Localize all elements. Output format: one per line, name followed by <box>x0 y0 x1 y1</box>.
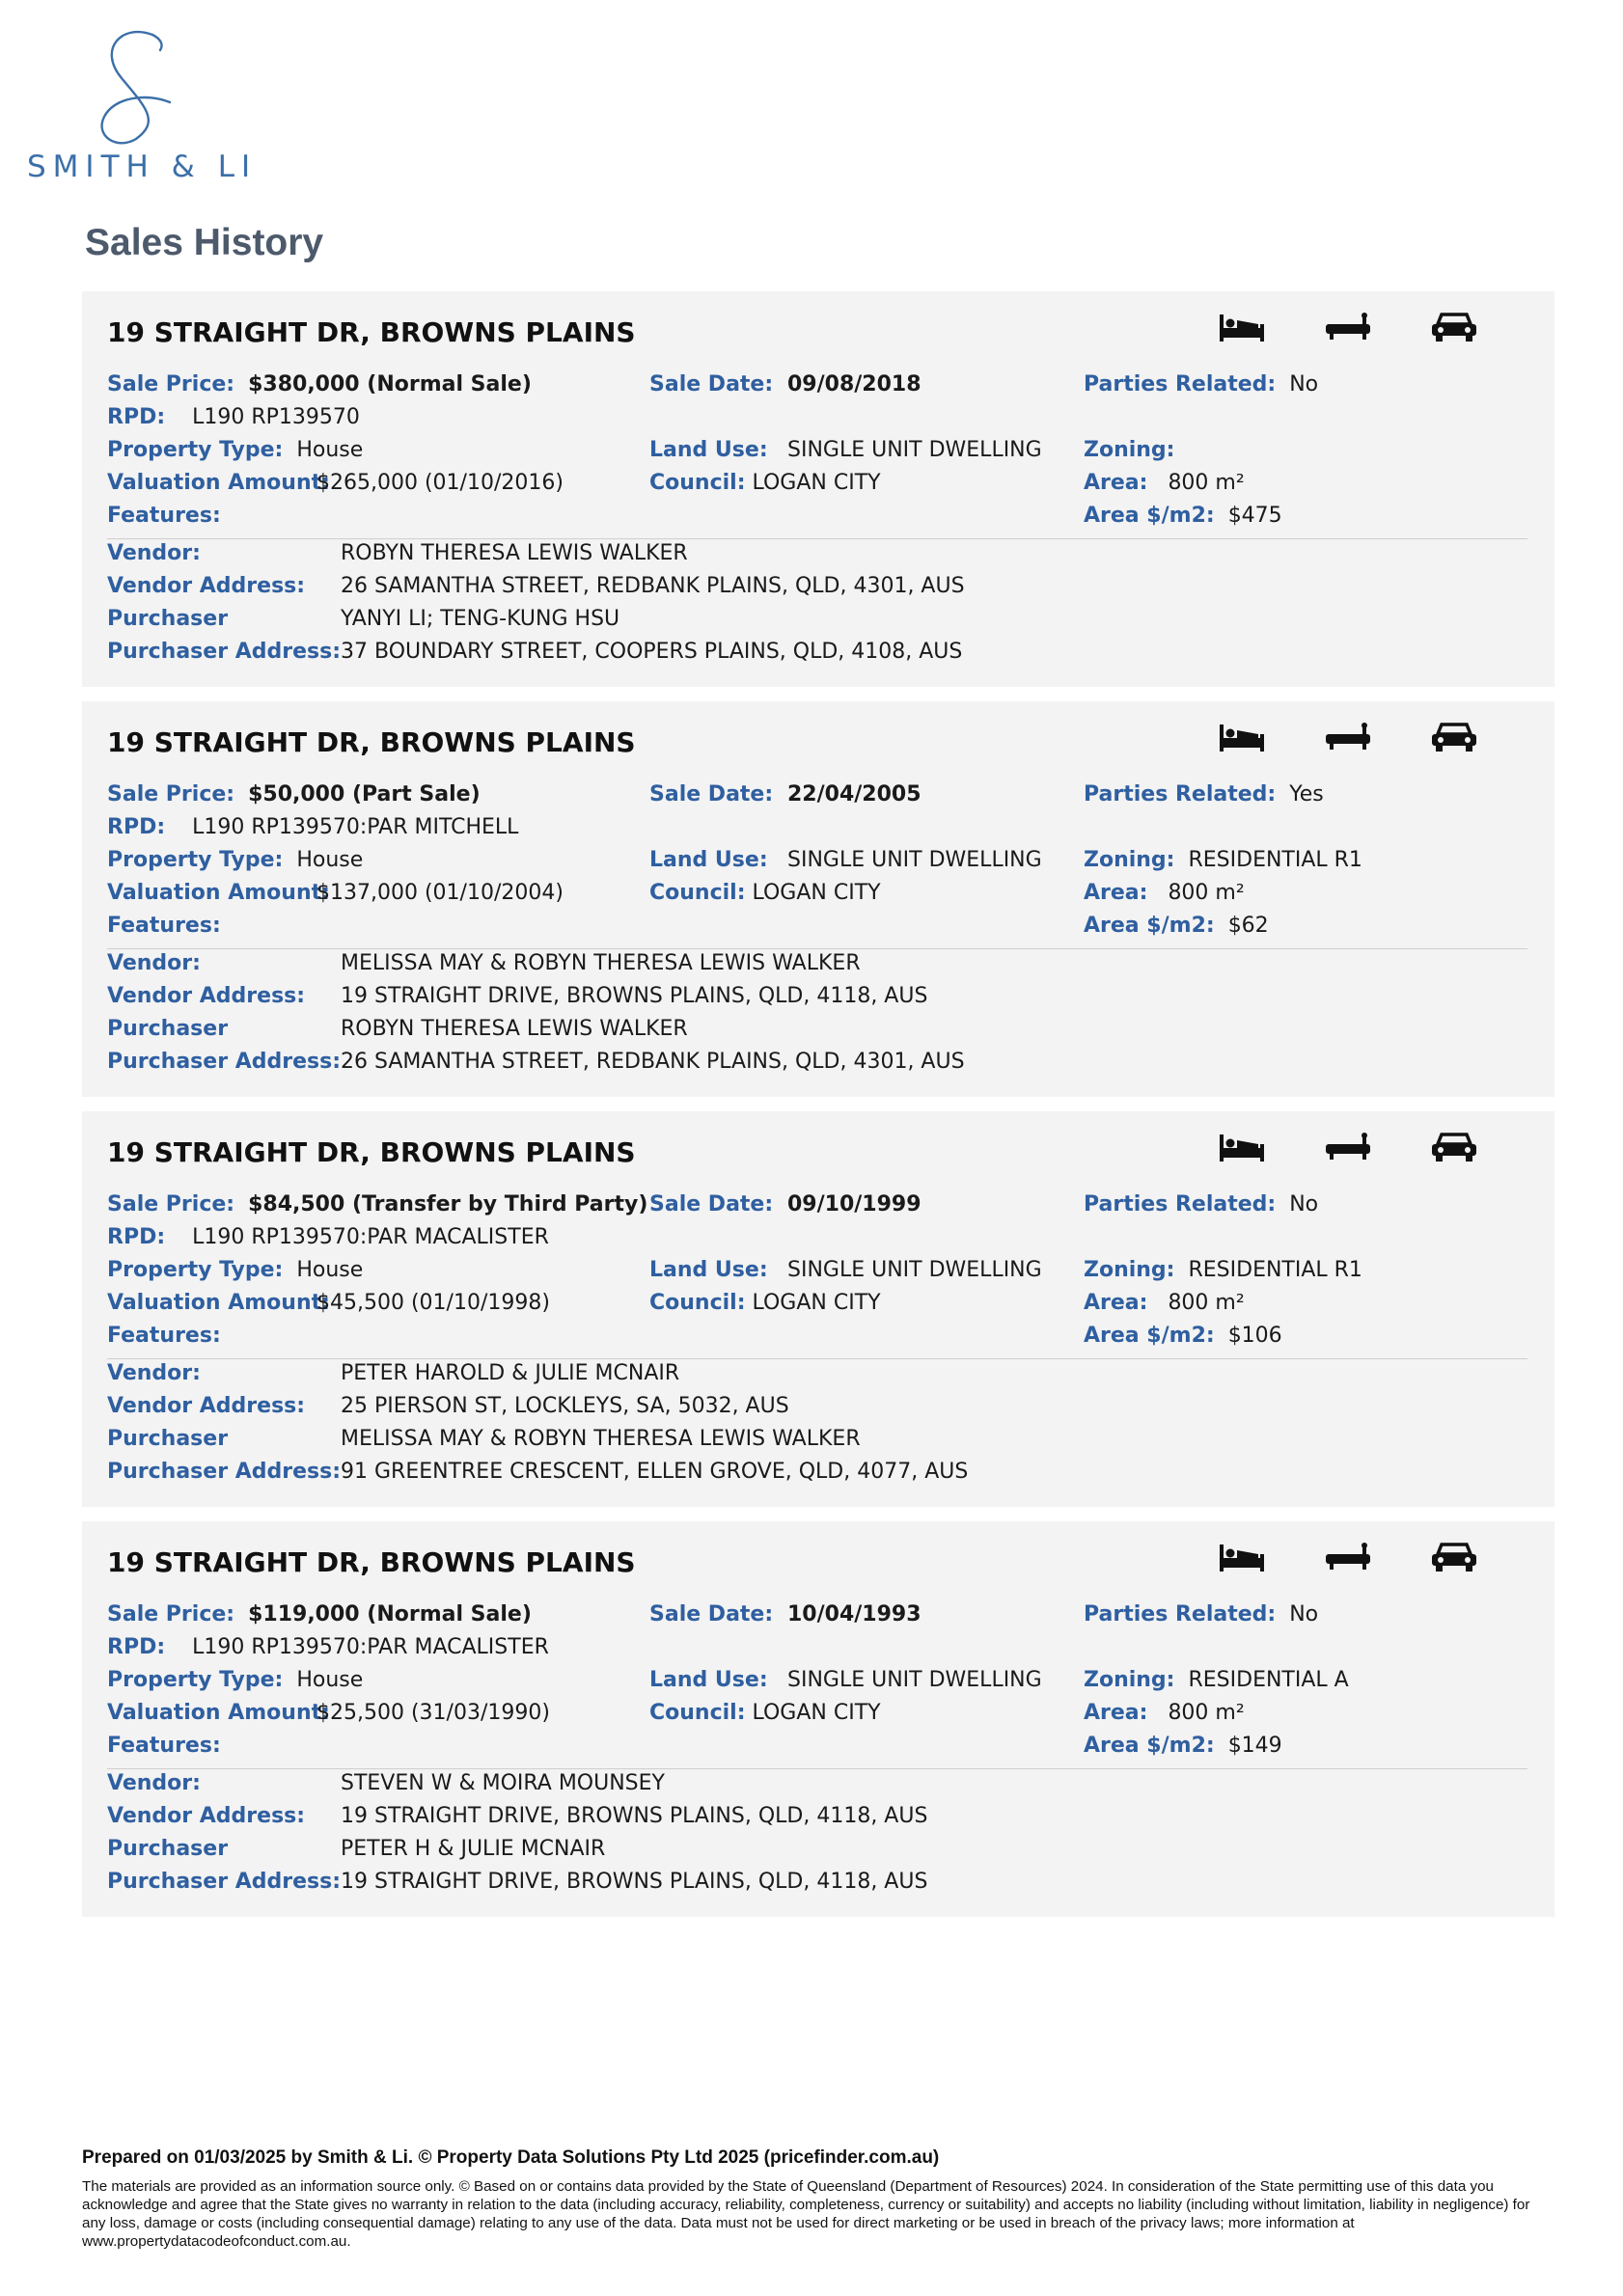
rpd-label: RPD: <box>107 1225 166 1249</box>
area-value: 800 m² <box>1168 471 1245 495</box>
purchaser-address-value: 37 BOUNDARY STREET, COOPERS PLAINS, QLD, 4108, AUS <box>341 640 963 664</box>
features-label: Features: <box>107 1734 221 1758</box>
section-divider <box>107 1358 1527 1359</box>
rpd-value: L190 RP139570:PAR MITCHELL <box>192 815 519 839</box>
zoning-value: RESIDENTIAL R1 <box>1188 1258 1362 1282</box>
sale-price-value: $380,000 (Normal Sale) <box>248 372 532 396</box>
car-icon <box>1430 721 1478 759</box>
vendor-address-label: Vendor Address: <box>107 574 306 598</box>
council-label: Council: <box>649 1701 746 1725</box>
bath-icon <box>1324 1541 1372 1579</box>
parties-related-label: Parties Related: <box>1084 372 1277 396</box>
rpd-label: RPD: <box>107 1635 166 1659</box>
sale-date-value: 09/10/1999 <box>787 1192 922 1216</box>
valuation-amount-value: $45,500 (01/10/1998) <box>316 1291 550 1315</box>
property-address: 19 STRAIGHT DR, BROWNS PLAINS <box>107 1546 636 1578</box>
car-icon <box>1430 1131 1478 1169</box>
vendor-label: Vendor: <box>107 951 201 975</box>
sale-date-label: Sale Date: <box>649 1192 774 1216</box>
purchaser-address-value: 26 SAMANTHA STREET, REDBANK PLAINS, QLD, 4301, AUS <box>341 1050 965 1074</box>
rpd-value: L190 RP139570:PAR MACALISTER <box>192 1225 549 1249</box>
land-use-value: SINGLE UNIT DWELLING <box>787 848 1042 872</box>
zoning-label: Zoning: <box>1084 1668 1175 1692</box>
disclaimer-text: The materials are provided as an information source only. © Based on or contains data provided by the State of Queensland (Department of Resources) 2024. In consideration of the State permitting use of this data you acknowledge and agree that the State gives no warranty in relation to the data (including accuracy, reliability, completeness, currency or suitability) and accepts no liability (including without limitation, liability in negligence) for any loss, damage or costs (including consequential damage) relating to any use of the data. Data must not be used for direct marketing or be used in breach of the privacy laws; more information at www.propertydatacodeofconduct.com.au. <box>82 2178 1530 2250</box>
sale-price-value: $84,500 (Transfer by Third Party) <box>248 1192 648 1216</box>
vendor-label: Vendor: <box>107 1361 201 1385</box>
sale-record-card <box>82 701 1554 1097</box>
sales-history-list <box>82 291 1554 1931</box>
vendor-address-label: Vendor Address: <box>107 1804 306 1828</box>
brand-name: SMITH & LI <box>27 150 258 184</box>
council-value: LOGAN CITY <box>752 1701 881 1725</box>
bed-icon <box>1218 721 1266 759</box>
zoning-label: Zoning: <box>1084 438 1175 462</box>
purchaser-address-label: Purchaser Address: <box>107 1050 341 1074</box>
purchaser-address-label: Purchaser Address: <box>107 640 341 664</box>
area-value: 800 m² <box>1168 1291 1245 1315</box>
area-per-m2-label: Area $/m2: <box>1084 914 1215 938</box>
area-value: 800 m² <box>1168 1701 1245 1725</box>
parties-related-value: Yes <box>1289 782 1324 806</box>
purchaser-value: PETER H & JULIE MCNAIR <box>341 1837 606 1861</box>
vendor-address-value: 26 SAMANTHA STREET, REDBANK PLAINS, QLD, 4301, AUS <box>341 574 965 598</box>
sale-date-label: Sale Date: <box>649 782 774 806</box>
property-address: 19 STRAIGHT DR, BROWNS PLAINS <box>107 316 636 348</box>
area-per-m2-value: $106 <box>1227 1324 1282 1348</box>
parties-related-label: Parties Related: <box>1084 1192 1277 1216</box>
land-use-value: SINGLE UNIT DWELLING <box>787 1258 1042 1282</box>
vendor-value: PETER HAROLD & JULIE MCNAIR <box>341 1361 680 1385</box>
property-type-value: House <box>296 1668 364 1692</box>
vendor-address-label: Vendor Address: <box>107 984 306 1008</box>
section-divider <box>107 538 1527 539</box>
property-type-value: House <box>296 848 364 872</box>
vendor-label: Vendor: <box>107 1771 201 1795</box>
land-use-label: Land Use: <box>649 438 768 462</box>
sale-price-value: $119,000 (Normal Sale) <box>248 1602 532 1626</box>
area-per-m2-value: $475 <box>1227 504 1282 528</box>
property-feature-icons <box>1218 1131 1584 1169</box>
logo-script-s-icon <box>93 25 179 150</box>
purchaser-address-value: 91 GREENTREE CRESCENT, ELLEN GROVE, QLD, 4077, AUS <box>341 1460 969 1484</box>
property-address: 19 STRAIGHT DR, BROWNS PLAINS <box>107 726 636 758</box>
area-per-m2-label: Area $/m2: <box>1084 504 1215 528</box>
council-label: Council: <box>649 881 746 905</box>
bath-icon <box>1324 721 1372 759</box>
bed-icon <box>1218 311 1266 349</box>
property-type-label: Property Type: <box>107 438 284 462</box>
sale-record-card <box>82 1111 1554 1507</box>
bed-icon <box>1218 1541 1266 1579</box>
sale-price-value: $50,000 (Part Sale) <box>248 782 481 806</box>
council-label: Council: <box>649 1291 746 1315</box>
land-use-label: Land Use: <box>649 1668 768 1692</box>
features-label: Features: <box>107 1324 221 1348</box>
area-label: Area: <box>1084 881 1148 905</box>
sale-price-label: Sale Price: <box>107 782 235 806</box>
vendor-address-value: 25 PIERSON ST, LOCKLEYS, SA, 5032, AUS <box>341 1394 789 1418</box>
purchaser-label: Purchaser <box>107 607 229 631</box>
purchaser-value: ROBYN THERESA LEWIS WALKER <box>341 1017 688 1041</box>
vendor-value: STEVEN W & MOIRA MOUNSEY <box>341 1771 665 1795</box>
purchaser-value: YANYI LI; TENG-KUNG HSU <box>341 607 620 631</box>
car-icon <box>1430 311 1478 349</box>
features-label: Features: <box>107 914 221 938</box>
land-use-label: Land Use: <box>649 848 768 872</box>
land-use-value: SINGLE UNIT DWELLING <box>787 438 1042 462</box>
zoning-label: Zoning: <box>1084 1258 1175 1282</box>
rpd-value: L190 RP139570 <box>192 405 360 429</box>
purchaser-value: MELISSA MAY & ROBYN THERESA LEWIS WALKER <box>341 1427 861 1451</box>
area-per-m2-label: Area $/m2: <box>1084 1324 1215 1348</box>
property-feature-icons <box>1218 1541 1584 1579</box>
sale-date-label: Sale Date: <box>649 1602 774 1626</box>
sale-date-value: 22/04/2005 <box>787 782 922 806</box>
parties-related-value: No <box>1289 1192 1319 1216</box>
property-feature-icons <box>1218 311 1584 349</box>
valuation-amount-label: Valuation Amount: <box>107 881 330 905</box>
vendor-value: ROBYN THERESA LEWIS WALKER <box>341 541 688 565</box>
company-logo <box>23 19 258 184</box>
bed-icon <box>1218 1131 1266 1169</box>
bath-icon <box>1324 311 1372 349</box>
valuation-amount-label: Valuation Amount: <box>107 471 330 495</box>
purchaser-address-label: Purchaser Address: <box>107 1870 341 1894</box>
page-title: Sales History <box>85 222 324 263</box>
valuation-amount-value: $25,500 (31/03/1990) <box>316 1701 550 1725</box>
rpd-label: RPD: <box>107 815 166 839</box>
property-type-label: Property Type: <box>107 1668 284 1692</box>
council-value: LOGAN CITY <box>752 1291 881 1315</box>
parties-related-label: Parties Related: <box>1084 1602 1277 1626</box>
section-divider <box>107 948 1527 949</box>
land-use-label: Land Use: <box>649 1258 768 1282</box>
section-divider <box>107 1768 1527 1769</box>
council-label: Council: <box>649 471 746 495</box>
area-per-m2-value: $149 <box>1227 1734 1282 1758</box>
zoning-label: Zoning: <box>1084 848 1175 872</box>
area-label: Area: <box>1084 471 1148 495</box>
features-label: Features: <box>107 504 221 528</box>
sale-date-value: 09/08/2018 <box>787 372 922 396</box>
parties-related-value: No <box>1289 1602 1319 1626</box>
bath-icon <box>1324 1131 1372 1169</box>
council-value: LOGAN CITY <box>752 471 881 495</box>
valuation-amount-label: Valuation Amount: <box>107 1701 330 1725</box>
page-footer <box>82 2147 1549 2251</box>
land-use-value: SINGLE UNIT DWELLING <box>787 1668 1042 1692</box>
property-type-label: Property Type: <box>107 1258 284 1282</box>
property-feature-icons <box>1218 721 1584 759</box>
area-label: Area: <box>1084 1701 1148 1725</box>
property-type-value: House <box>296 438 364 462</box>
parties-related-value: No <box>1289 372 1319 396</box>
sale-record-card <box>82 1521 1554 1917</box>
area-value: 800 m² <box>1168 881 1245 905</box>
zoning-value: RESIDENTIAL A <box>1188 1668 1349 1692</box>
sale-price-label: Sale Price: <box>107 1192 235 1216</box>
vendor-value: MELISSA MAY & ROBYN THERESA LEWIS WALKER <box>341 951 861 975</box>
sale-date-label: Sale Date: <box>649 372 774 396</box>
valuation-amount-label: Valuation Amount: <box>107 1291 330 1315</box>
vendor-label: Vendor: <box>107 541 201 565</box>
area-per-m2-label: Area $/m2: <box>1084 1734 1215 1758</box>
vendor-address-value: 19 STRAIGHT DRIVE, BROWNS PLAINS, QLD, 4118, AUS <box>341 984 928 1008</box>
purchaser-label: Purchaser <box>107 1837 229 1861</box>
council-value: LOGAN CITY <box>752 881 881 905</box>
parties-related-label: Parties Related: <box>1084 782 1277 806</box>
sale-price-label: Sale Price: <box>107 372 235 396</box>
sale-price-label: Sale Price: <box>107 1602 235 1626</box>
prepared-by-note: Prepared on 01/03/2025 by Smith & Li. © Property Data Solutions Pty Ltd 2025 (pricefinder.com.au) <box>82 2147 940 2168</box>
property-address: 19 STRAIGHT DR, BROWNS PLAINS <box>107 1136 636 1168</box>
car-icon <box>1430 1541 1478 1579</box>
sale-date-value: 10/04/1993 <box>787 1602 922 1626</box>
area-label: Area: <box>1084 1291 1148 1315</box>
rpd-value: L190 RP139570:PAR MACALISTER <box>192 1635 549 1659</box>
area-per-m2-value: $62 <box>1227 914 1269 938</box>
purchaser-address-value: 19 STRAIGHT DRIVE, BROWNS PLAINS, QLD, 4118, AUS <box>341 1870 928 1894</box>
rpd-label: RPD: <box>107 405 166 429</box>
valuation-amount-value: $265,000 (01/10/2016) <box>316 471 564 495</box>
purchaser-address-label: Purchaser Address: <box>107 1460 341 1484</box>
property-type-value: House <box>296 1258 364 1282</box>
property-type-label: Property Type: <box>107 848 284 872</box>
zoning-value: RESIDENTIAL R1 <box>1188 848 1362 872</box>
vendor-address-value: 19 STRAIGHT DRIVE, BROWNS PLAINS, QLD, 4118, AUS <box>341 1804 928 1828</box>
purchaser-label: Purchaser <box>107 1017 229 1041</box>
valuation-amount-value: $137,000 (01/10/2004) <box>316 881 564 905</box>
sale-record-card <box>82 291 1554 687</box>
purchaser-label: Purchaser <box>107 1427 229 1451</box>
vendor-address-label: Vendor Address: <box>107 1394 306 1418</box>
